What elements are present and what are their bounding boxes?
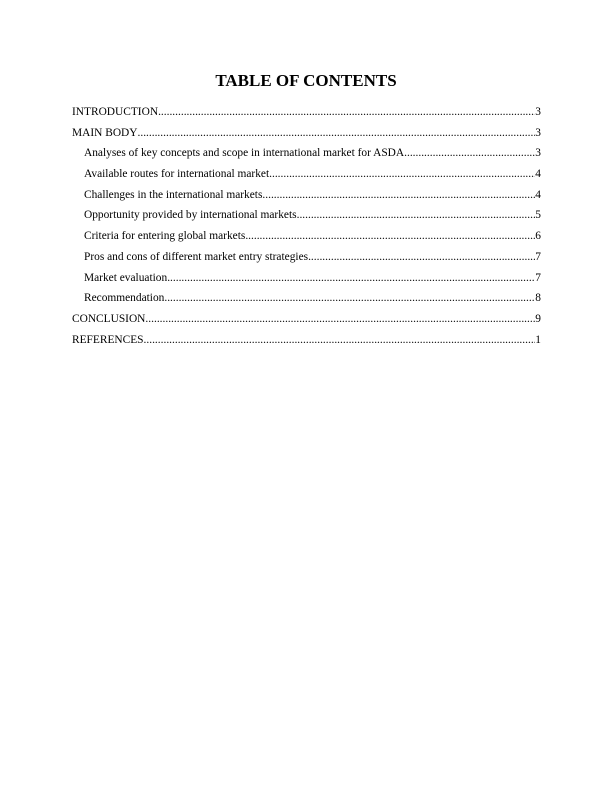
toc-entry-label: Criteria for entering global markets (84, 230, 246, 243)
toc-entry-criteria[interactable] (72, 228, 541, 249)
toc-entry-market-evaluation[interactable] (72, 270, 541, 291)
toc-dot-leader (297, 207, 536, 223)
toc-entry-page-number: 3 (535, 147, 541, 160)
toc-entry-page-number: 5 (535, 209, 541, 222)
toc-entry-label: Opportunity provided by international markets (84, 209, 297, 222)
toc-entry-page-number: 4 (535, 188, 541, 201)
toc-entry-label: CONCLUSION (72, 312, 146, 325)
toc-entry-page-number: 6 (535, 230, 541, 243)
toc-entry-page-number: 7 (535, 250, 541, 263)
toc-entry-page-number: 4 (535, 168, 541, 181)
toc-entry-introduction[interactable] (72, 104, 541, 125)
toc-entry-pros-cons[interactable] (72, 249, 541, 270)
toc-dot-leader (404, 145, 535, 161)
toc-entry-challenges[interactable] (72, 187, 541, 208)
toc-dot-leader (164, 290, 535, 306)
toc-entry-label: Market evaluation (84, 271, 168, 284)
toc-entry-recommendation[interactable] (72, 290, 541, 311)
toc-entry-page-number: 1 (535, 333, 541, 346)
toc-entry-page-number: 8 (535, 292, 541, 305)
toc-list (72, 104, 541, 352)
toc-entry-label: Available routes for international market (84, 168, 270, 181)
toc-entry-label: REFERENCES (72, 333, 144, 346)
toc-dot-leader (167, 270, 535, 286)
toc-entry-available-routes[interactable] (72, 166, 541, 187)
toc-entry-page-number: 3 (535, 126, 541, 139)
toc-dot-leader (144, 332, 536, 348)
toc-entry-label: MAIN BODY (72, 126, 138, 139)
toc-entry-label: Challenges in the international markets (84, 188, 263, 201)
toc-entry-key-concepts[interactable] (72, 145, 541, 166)
toc-dot-leader (138, 125, 536, 141)
toc-dot-leader (145, 311, 535, 327)
toc-entry-opportunity[interactable] (72, 207, 541, 228)
toc-entry-page-number: 7 (535, 271, 541, 284)
toc-entry-label: Pros and cons of different market entry strategies (84, 250, 309, 263)
toc-dot-leader (308, 249, 535, 265)
toc-title: TABLE OF CONTENTS (215, 71, 397, 90)
toc-dot-leader (262, 187, 535, 203)
toc-dot-leader (245, 228, 535, 244)
toc-dot-leader (269, 166, 535, 182)
toc-entry-conclusion[interactable] (72, 311, 541, 332)
toc-entry-references[interactable] (72, 332, 541, 353)
toc-entry-label: INTRODUCTION (72, 106, 159, 118)
toc-entry-label: Analyses of key concepts and scope in international market for ASDA (84, 147, 405, 160)
toc-entry-main-body[interactable] (72, 125, 541, 146)
toc-entry-page-number: 9 (535, 312, 541, 325)
toc-entry-label: Recommendation (84, 292, 165, 305)
toc-dot-leader (158, 104, 535, 120)
toc-entry-page-number: 3 (535, 106, 541, 118)
